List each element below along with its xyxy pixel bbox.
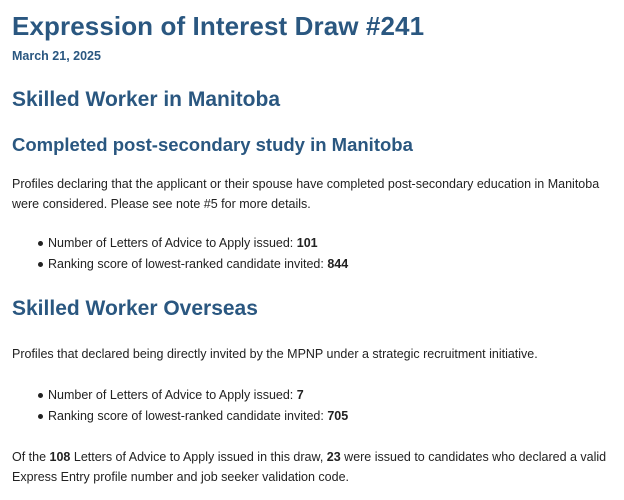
manitoba-stats-list xyxy=(12,233,348,275)
stat-label: Ranking score of lowest-ranked candidate invited: xyxy=(48,257,328,271)
total-loaa-count: 108 xyxy=(49,450,71,464)
list-item xyxy=(48,385,348,406)
section-heading-skilled-worker-overseas: Skilled Worker Overseas xyxy=(12,297,258,320)
stat-label: Number of Letters of Advice to Apply issued: xyxy=(48,388,297,402)
list-item xyxy=(48,254,348,275)
section-description-manitoba: Profiles declaring that the applicant or their spouse have completed post-secondary education in Manitoba were considered. Please see note #5 for more details. xyxy=(12,177,600,211)
stat-value: 844 xyxy=(327,257,349,271)
stat-value: 7 xyxy=(296,388,304,402)
subsection-heading-post-secondary: Completed post-secondary study in Manitoba xyxy=(12,134,413,155)
list-item xyxy=(48,406,348,427)
draw-summary: Of the 108 Letters of Advice to Apply issued in this draw, 23 were issued to candidates who declared a valid Express Entry profile number and job seeker validation code. xyxy=(12,450,607,484)
section-description-overseas: Profiles that declared being directly invited by the MPNP under a strategic recruitment initiative. xyxy=(12,347,538,361)
page-title: Expression of Interest Draw #241 xyxy=(12,11,425,41)
overseas-stats-list xyxy=(12,385,348,427)
express-entry-count: 23 xyxy=(326,450,341,464)
list-item xyxy=(48,233,348,254)
draw-date: March 21, 2025 xyxy=(12,49,101,63)
section-heading-skilled-worker-manitoba: Skilled Worker in Manitoba xyxy=(12,88,280,111)
stat-label: Number of Letters of Advice to Apply issued: xyxy=(48,236,297,250)
stat-label: Ranking score of lowest-ranked candidate invited: xyxy=(48,409,328,423)
stat-value: 705 xyxy=(327,409,349,423)
stat-value: 101 xyxy=(296,236,318,250)
